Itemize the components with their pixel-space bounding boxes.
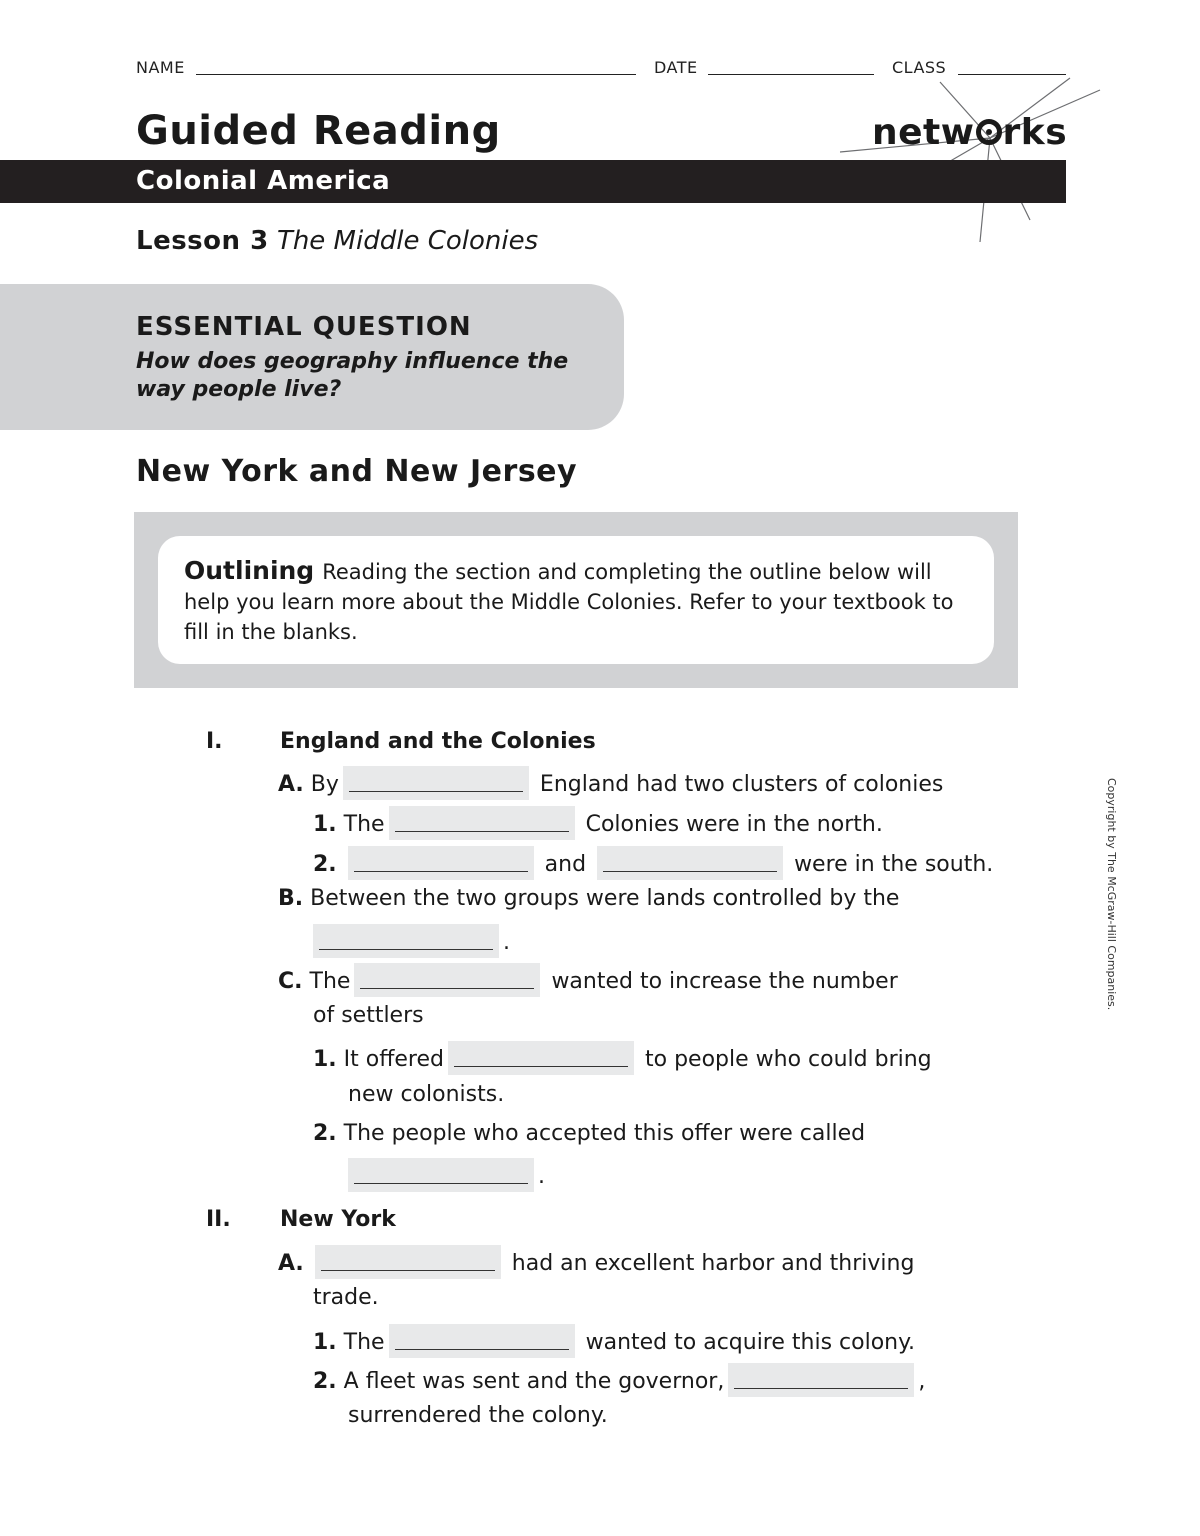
outline-item-i-c xyxy=(278,963,898,997)
item-marker: 1. xyxy=(313,1047,337,1072)
outline-item-i-c-1-continued: new colonists. xyxy=(348,1082,505,1107)
item-text: wanted to acquire this colony. xyxy=(585,1330,915,1355)
networks-logo xyxy=(872,112,1067,153)
unit-title: Colonial America xyxy=(136,166,391,196)
fill-in-blank[interactable] xyxy=(389,1324,575,1358)
outline-item-i-c-1 xyxy=(313,1041,932,1075)
outline-item-ii-a-continued: trade. xyxy=(313,1285,379,1310)
outline-item-i-b-blank-line xyxy=(309,924,510,958)
item-text: Colonies were in the north. xyxy=(585,812,883,837)
item-text: . xyxy=(538,1164,545,1189)
item-text: A fleet was sent and the governor, xyxy=(343,1369,725,1394)
lesson-title: The Middle Colonies xyxy=(276,226,539,256)
logo-text-end: rks xyxy=(1002,112,1068,153)
fill-in-blank[interactable] xyxy=(315,1245,501,1279)
outline-heading-i: England and the Colonies xyxy=(280,729,596,754)
outline-item-ii-a-1 xyxy=(313,1324,915,1358)
item-marker: 1. xyxy=(313,812,337,837)
fill-in-blank[interactable] xyxy=(389,806,575,840)
outlining-instructions xyxy=(184,556,964,647)
item-marker: A. xyxy=(278,1251,304,1276)
fill-in-blank[interactable] xyxy=(348,1158,534,1192)
item-text: wanted to increase the number xyxy=(551,969,898,994)
name-field[interactable] xyxy=(196,74,636,75)
outline-item-ii-a-2-continued: surrendered the colony. xyxy=(348,1403,608,1428)
item-text: , xyxy=(918,1369,926,1394)
logo-text-start: netw xyxy=(872,112,975,153)
item-text: and xyxy=(544,852,587,877)
essential-question-heading: ESSENTIAL QUESTION xyxy=(136,312,472,342)
essential-question-text: How does geography influence the way people live? xyxy=(136,349,569,402)
outline-numeral-i: I. xyxy=(206,729,223,754)
item-marker: A. xyxy=(278,772,304,797)
date-label: DATE xyxy=(654,58,698,77)
item-marker: B. xyxy=(278,886,304,911)
outline-item-i-c-continued: of settlers xyxy=(313,1003,424,1028)
item-text: had an excellent harbor and thriving xyxy=(511,1251,915,1276)
outline-item-i-c-2 xyxy=(313,1120,865,1148)
outline-item-i-a-1 xyxy=(313,806,883,840)
item-text: . xyxy=(503,930,510,955)
outline-item-ii-a-2 xyxy=(313,1363,925,1397)
lesson-heading xyxy=(136,226,538,256)
section-title: New York and New Jersey xyxy=(136,454,578,489)
item-text: It offered xyxy=(343,1047,444,1072)
class-label: CLASS xyxy=(892,58,947,77)
item-text: Between the two groups were lands controlled by the xyxy=(310,886,900,911)
outline-item-i-a xyxy=(278,766,943,800)
fill-in-blank[interactable] xyxy=(728,1363,914,1397)
item-text: were in the south. xyxy=(794,852,994,877)
outline-numeral-ii: II. xyxy=(206,1207,231,1232)
outline-item-i-c-2-blank-line xyxy=(344,1158,545,1192)
copyright-notice: Copyright by The McGraw-Hill Companies. xyxy=(1105,778,1118,1011)
item-marker: 2. xyxy=(313,852,337,877)
name-label: NAME xyxy=(136,58,185,77)
item-text: to people who could bring xyxy=(645,1047,932,1072)
item-marker: 1. xyxy=(313,1330,337,1355)
item-text: The xyxy=(343,812,385,837)
item-text: By xyxy=(310,772,339,797)
outline-heading-ii: New York xyxy=(280,1207,396,1232)
fill-in-blank[interactable] xyxy=(313,924,499,958)
outline-item-ii-a xyxy=(278,1245,914,1279)
page-title: Guided Reading xyxy=(136,108,501,154)
item-marker: C. xyxy=(278,969,303,994)
outline-item-i-b xyxy=(278,885,899,913)
fill-in-blank[interactable] xyxy=(343,766,529,800)
target-icon xyxy=(976,119,1002,145)
fill-in-blank[interactable] xyxy=(448,1041,634,1075)
outlining-keyword: Outlining xyxy=(184,556,315,585)
fill-in-blank[interactable] xyxy=(597,846,783,880)
fill-in-blank[interactable] xyxy=(348,846,534,880)
item-text: The xyxy=(309,969,351,994)
outline-item-i-a-2 xyxy=(313,846,993,880)
fill-in-blank[interactable] xyxy=(354,963,540,997)
item-text: The xyxy=(343,1330,385,1355)
item-marker: 2. xyxy=(313,1369,337,1394)
item-text: The people who accepted this offer were called xyxy=(343,1121,866,1146)
item-text: England had two clusters of colonies xyxy=(539,772,944,797)
outlining-text: Reading the section and completing the outline below will help you learn more about the Middle Colonies. Refer to your textbook to fill in the blanks. xyxy=(184,560,954,644)
item-marker: 2. xyxy=(313,1121,337,1146)
lesson-label: Lesson 3 xyxy=(136,226,269,256)
